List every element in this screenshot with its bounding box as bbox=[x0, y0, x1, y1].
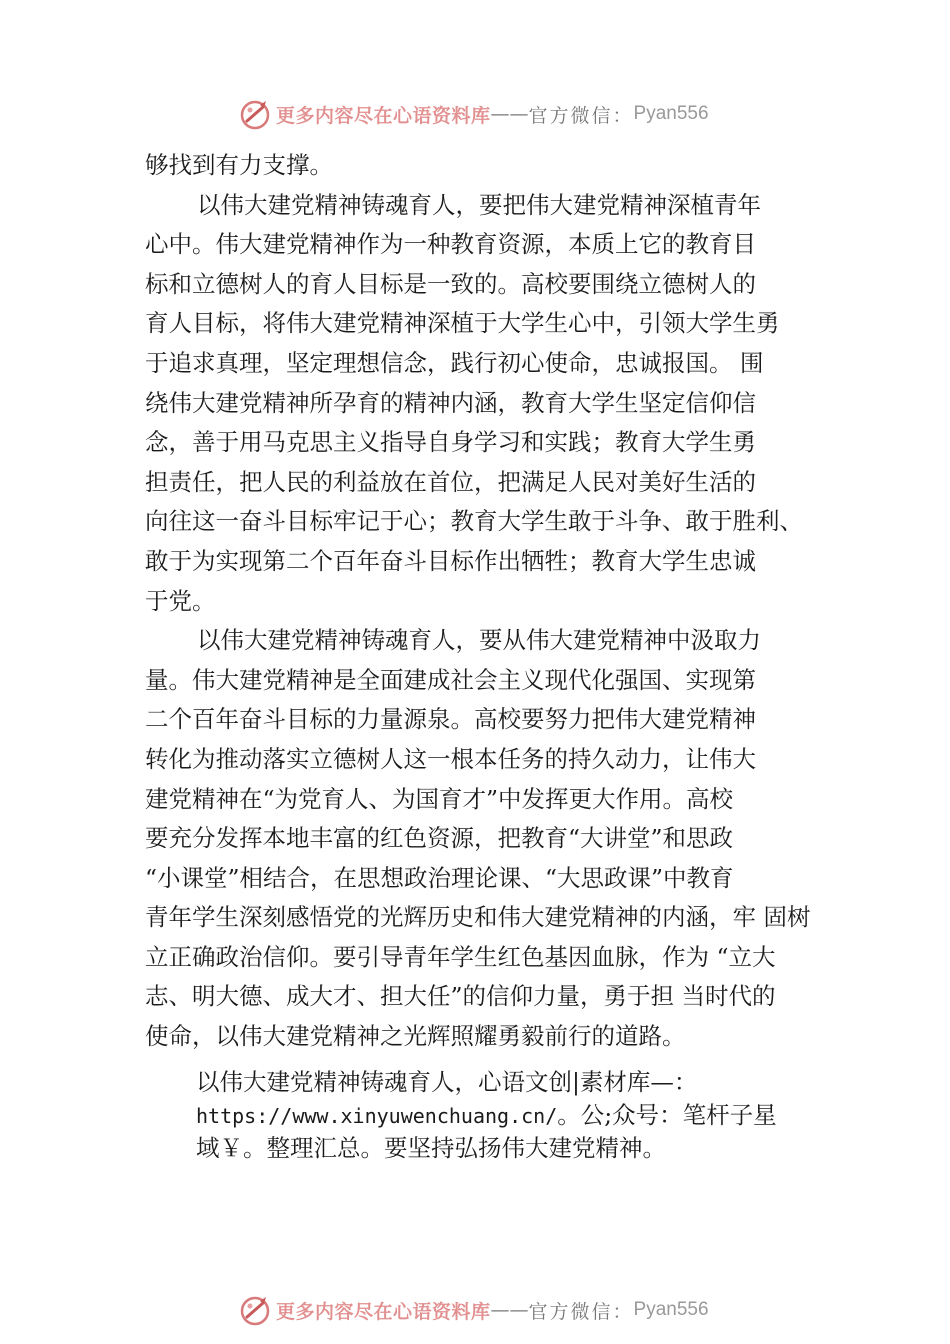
source-line-3: 域￥。整理汇总。要坚持弘扬伟大建党精神。 bbox=[196, 1134, 666, 1162]
article-body bbox=[145, 146, 845, 1057]
brand-name: 更多内容尽在心语资料库 bbox=[276, 104, 491, 127]
footer-dash: —— bbox=[490, 1299, 529, 1321]
text-line: 心中。伟大建党精神作为一种教育资源，本质上它的教育目 bbox=[145, 230, 756, 259]
footer-banner bbox=[0, 1290, 950, 1330]
text-line: 标和立德树人的育人目标是一致的。高校要围绕立德树人的 bbox=[145, 269, 756, 298]
text-line: 二个百年奋斗目标的力量源泉。高校要努力把伟大建党精神 bbox=[145, 705, 756, 734]
text-line: 于党。 bbox=[145, 586, 216, 615]
text-line: 青年学生深刻感悟党的光辉历史和伟大建党精神的内涵，牢 固树 bbox=[145, 903, 811, 932]
brand-logo-icon bbox=[238, 1293, 272, 1327]
text-line: 要充分发挥本地丰富的红色资源，把教育“大讲堂”和思政 bbox=[145, 824, 734, 853]
header-banner bbox=[0, 94, 950, 134]
text-line: 育人目标，将伟大建党精神深植于大学生心中，引领大学生勇 bbox=[145, 309, 780, 338]
brand-name: 更多内容尽在心语资料库 bbox=[276, 1300, 491, 1323]
text-line: “小课堂”相结合，在思想政治理论课、“大思政课”中教育 bbox=[145, 863, 734, 892]
wechat-id: Pyan556 bbox=[633, 1299, 709, 1320]
text-line: 使命，以伟大建党精神之光辉照耀勇毅前行的道路。 bbox=[145, 1022, 686, 1051]
source-url-link[interactable]: https://www.xinyuwenchuang.cn/ bbox=[196, 1104, 558, 1128]
source-line-1: 以伟大建党精神铸魂育人，心语文创|素材库—： bbox=[196, 1068, 698, 1096]
wechat-label: 官方微信： bbox=[528, 1300, 634, 1323]
text-line: 绕伟大建党精神所孕育的精神内涵，教育大学生坚定信仰信 bbox=[145, 388, 756, 417]
text-line: 于追求真理，坚定理想信念，践行初心使命，忠诚报国。 围 bbox=[145, 348, 764, 377]
source-line-2 bbox=[196, 1099, 856, 1132]
text-line: 志、明大德、成大才、担大任”的信仰力量，勇于担 当时代的 bbox=[145, 982, 776, 1011]
text-line: 敢于为实现第二个百年奋斗目标作出牺牲；教育大学生忠诚 bbox=[145, 546, 756, 575]
text-line: 念，善于用马克思主义指导自身学习和实践；教育大学生勇 bbox=[145, 428, 756, 457]
header-dash: —— bbox=[490, 103, 529, 125]
paragraph-start: 以伟大建党精神铸魂育人，要从伟大建党精神中汲取力 bbox=[197, 626, 761, 655]
source-note bbox=[196, 1066, 856, 1165]
text-line: 立正确政治信仰。要引导青年学生红色基因血脉，作为 “立大 bbox=[145, 942, 776, 971]
wechat-label: 官方微信： bbox=[528, 104, 634, 127]
text-line: 量。伟大建党精神是全面建成社会主义现代化强国、实现第 bbox=[145, 665, 756, 694]
wechat-id: Pyan556 bbox=[633, 103, 709, 124]
text-line: 向往这一奋斗目标牢记于心；教育大学生敢于斗争、敢于胜利、 bbox=[145, 507, 803, 536]
text-line: 建党精神在“为党育人、为国育才”中发挥更大作用。高校 bbox=[145, 784, 734, 813]
text-line: 转化为推动落实立德树人这一根本任务的持久动力，让伟大 bbox=[145, 744, 756, 773]
text-line: 担责任，把人民的利益放在首位，把满足人民对美好生活的 bbox=[145, 467, 756, 496]
brand-logo-icon bbox=[238, 97, 272, 131]
text-line: 够找到有力支撑。 bbox=[145, 151, 333, 179]
source-line-2-rest: 。公;众号：笔杆子星 bbox=[557, 1101, 777, 1129]
paragraph-start: 以伟大建党精神铸魂育人，要把伟大建党精神深植青年 bbox=[197, 190, 761, 219]
